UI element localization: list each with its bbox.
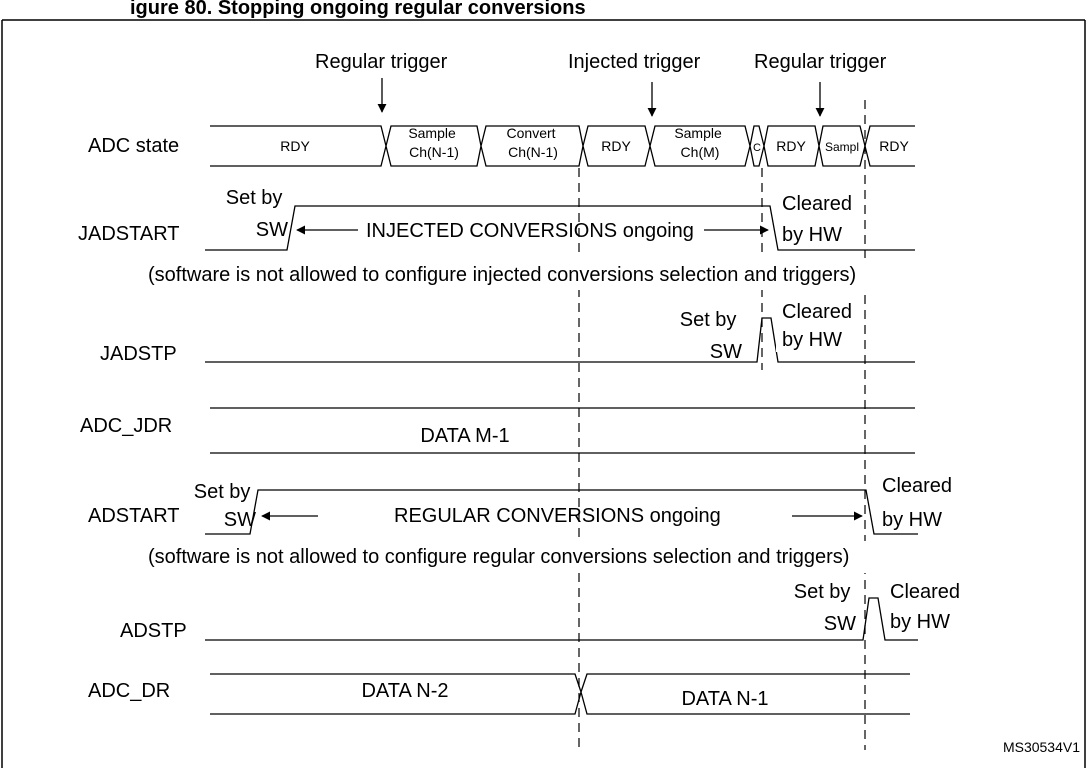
signal-label-jadstart: JADSTART [78,223,180,245]
adstart-set-by-sw: Set by SW [193,481,256,531]
adc-dr-data-1: DATA N-2 [361,680,449,702]
adc-state-sample-2: Sample Ch(M) [674,125,722,160]
jadstart-note: (software is not allowed to configure injected conversions selection and triggers) [148,264,857,286]
adstp-cleared-by-hw: Cleared by HW [890,581,961,633]
adc-state-convert-2: C [753,142,761,154]
adc-dr-data-2: DATA N-1 [681,688,769,710]
signal-label-jadstp: JADSTP [100,343,177,365]
adc-state-convert-1: Convert Ch(N-1) [506,125,558,160]
adstp-set-by-sw: Set by SW [793,581,856,635]
adc-state-rdy-4: RDY [879,138,909,154]
adstart-ongoing-label: REGULAR CONVERSIONS ongoing [394,505,721,527]
adc-state-sample-1: Sample Ch(N-1) [408,125,459,160]
signal-label-adstart: ADSTART [88,505,180,527]
regular-trigger-label-1: Regular trigger [315,51,448,73]
adc-state-rdy-3: RDY [776,138,806,154]
adstart-cleared-by-hw: Cleared by HW [882,475,953,531]
signal-label-adc-dr: ADC_DR [88,680,171,702]
adc-jdr-bus [210,408,915,453]
adc-state-rdy-1: RDY [280,138,310,154]
jadstart-cleared-by-hw: Cleared by HW [782,193,853,246]
adstart-note: (software is not allowed to configure regular conversions selection and triggers) [148,546,850,568]
jadstart-set-by-sw: Set by SW [225,187,288,241]
adc-state-sample-3: Sampl [824,140,860,154]
signal-label-adc-jdr: ADC_JDR [80,415,173,437]
signal-label-adstp: ADSTP [120,620,187,642]
regular-trigger-label-2: Regular trigger [754,51,887,73]
jadstp-cleared-by-hw: Cleared by HW [782,301,853,351]
signal-label-adc-state: ADC state [88,135,180,157]
adc-dr-bus [210,674,910,714]
jadstp-set-by-sw: Set by SW [679,309,742,363]
injected-trigger-label: Injected trigger [568,51,701,73]
jadstart-ongoing-label: INJECTED CONVERSIONS ongoing [366,220,694,242]
adstp-waveform [205,598,918,640]
adc-jdr-data: DATA M-1 [420,425,510,447]
adc-state-rdy-2: RDY [601,138,631,154]
figure-reference-code: MS30534V1 [1002,739,1080,755]
adc-state-bus [210,126,915,166]
figure-title: igure 80. Stopping ongoing regular conversions [130,0,586,19]
